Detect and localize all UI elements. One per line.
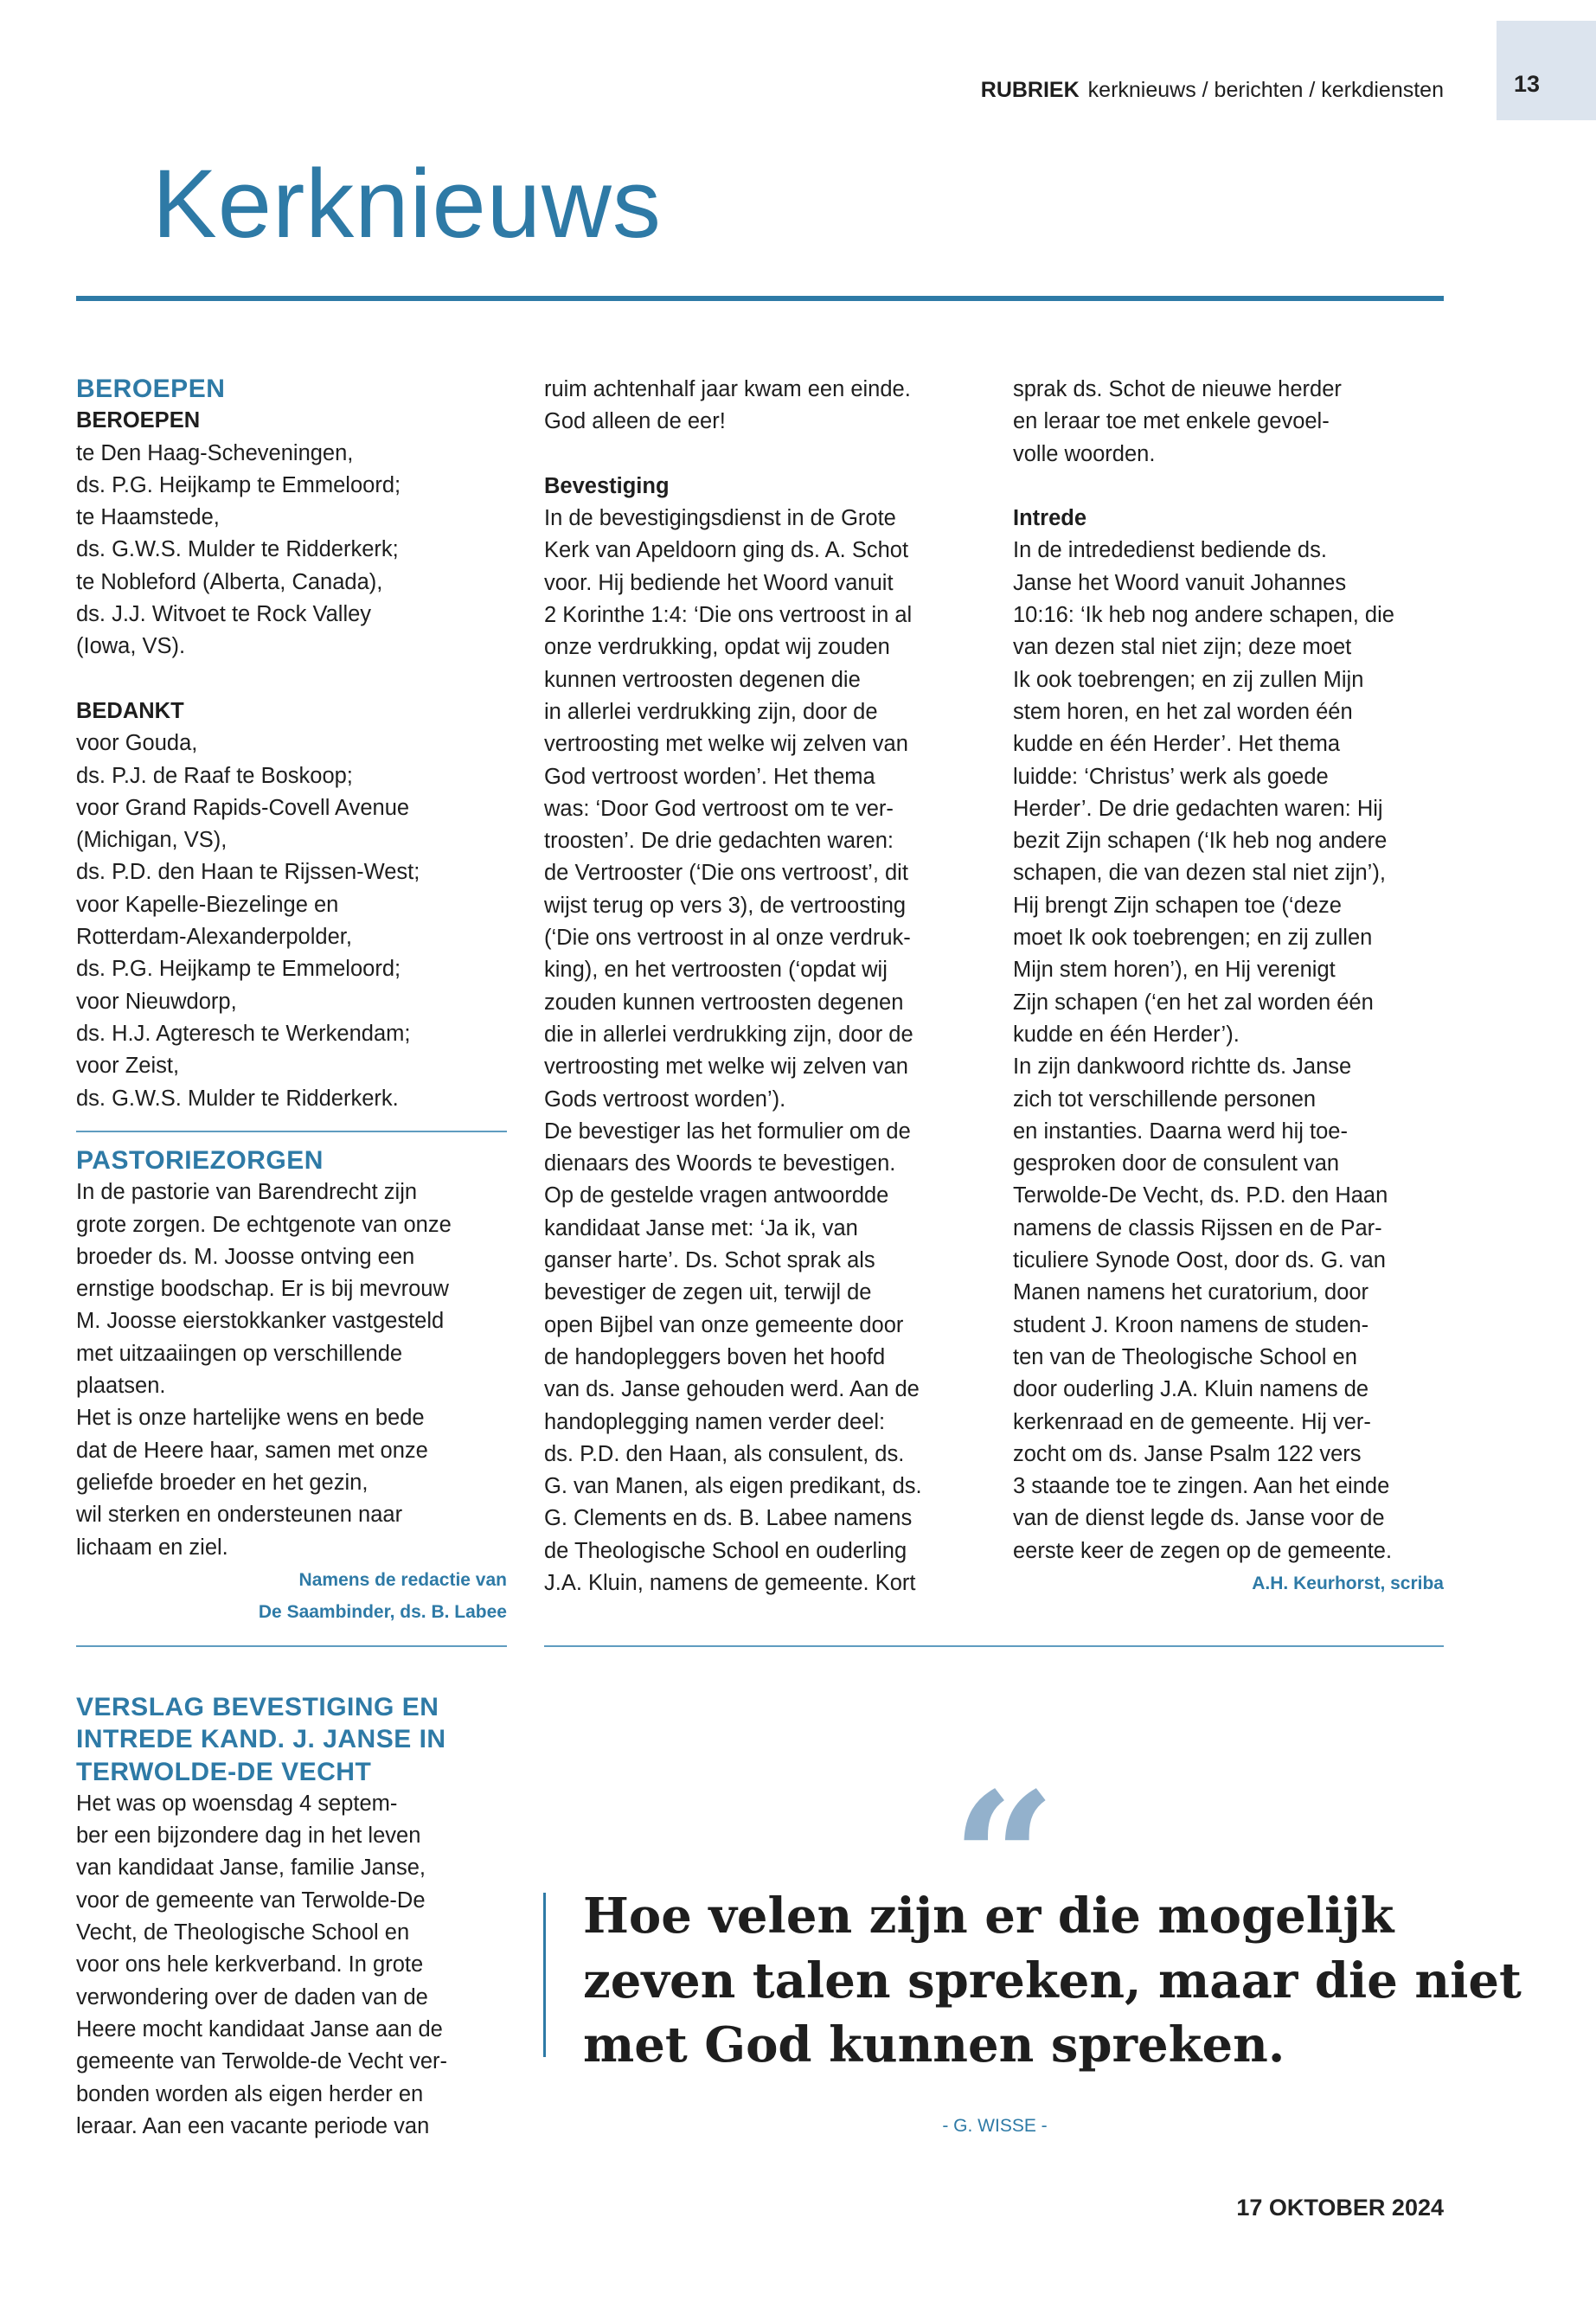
text-line: die in allerlei verdrukking zijn, door de [544, 1022, 913, 1047]
text-line: voor ons hele kerkverband. In grote [76, 1952, 424, 1977]
text-line: 2 Korinthe 1:4: ‘Die ons vertroost in al [544, 603, 913, 628]
text-line: Gods vertroost worden’). [544, 1086, 786, 1112]
text-line: schapen, die van dezen stal niet zijn’), [1013, 861, 1386, 886]
text-line: In de intrededienst bediende ds. [1013, 538, 1327, 563]
text-line: was: ‘Door God vertroost om te ver- [544, 796, 894, 821]
text-line: kudde en één Herder’. Het thema [1013, 732, 1341, 757]
text-line: ds. P.J. de Raaf te Boskoop; [76, 763, 353, 788]
section-heading: TERWOLDE-DE VECHT [76, 1757, 372, 1786]
text-line: de Theologische School en ouderling [544, 1538, 907, 1563]
text-line: G. Clements en ds. B. Labee namens [544, 1506, 913, 1531]
text-line: ds. P.G. Heijkamp te Emmeloord; [76, 957, 401, 982]
text-line: zocht om ds. Janse Psalm 122 vers [1013, 1441, 1362, 1466]
text-line: ernstige boodschap. Er is bij mevrouw [76, 1277, 449, 1302]
text-line: ruim achtenhalf jaar kwam een einde. [544, 377, 911, 401]
page-number: 13 [1513, 71, 1541, 97]
text-line: en leraar toe met enkele gevoel- [1013, 409, 1330, 434]
text-line: troosten’. De drie gedachten waren: [544, 829, 894, 854]
text-line: In de bevestigingsdienst in de Grote [544, 506, 896, 531]
text-line: wil sterken en ondersteunen naar [76, 1503, 403, 1528]
title-divider [76, 296, 1444, 301]
text-line: Terwolde-De Vecht, ds. P.D. den Haan [1013, 1183, 1388, 1208]
section-heading: INTREDE KAND. J. JANSE IN [76, 1725, 446, 1754]
text-line: door ouderling J.A. Kluin namens de [1013, 1377, 1369, 1402]
text-line: zouden kunnen vertroosten degenen [544, 990, 904, 1015]
text-line: Het is onze hartelijke wens en bede [76, 1406, 425, 1431]
column-beroepen [76, 373, 526, 1115]
divider [76, 1131, 507, 1132]
column-pastoriezorgen [76, 1144, 526, 1628]
text-line: vertroosting met welke wij zelven van [544, 1054, 908, 1080]
text-line: ten van de Theologische School en [1013, 1344, 1357, 1369]
text-line: te Haamstede, [76, 505, 220, 530]
text-line: stem horen, en het zal worden één [1013, 699, 1353, 724]
text-line: (Iowa, VS). [76, 634, 186, 659]
text-line: bezit Zijn schapen (‘Ik heb nog andere [1013, 829, 1388, 854]
text-line [76, 663, 526, 695]
text-line: Herder’. De drie gedachten waren: Hij [1013, 796, 1383, 821]
text-line: God alleen de eer! [544, 409, 726, 434]
text-line: ds. P.D. den Haan te Rijssen-West; [76, 860, 420, 885]
text-line: lichaam en ziel. [76, 1535, 228, 1560]
text-line: gesproken door de consulent van [1013, 1151, 1340, 1176]
signature: A.H. Keurhorst, scriba [1252, 1573, 1444, 1593]
text-line: van ds. Janse gehouden werd. Aan de [544, 1377, 920, 1402]
quote-line: met God kunnen spreken. [583, 2016, 1285, 2074]
text-line: voor de gemeente van Terwolde-De [76, 1888, 426, 1913]
text-line: Kerk van Apeldoorn ging ds. A. Schot [544, 538, 909, 563]
text-line: kerkenraad en de gemeente. Hij ver- [1013, 1409, 1371, 1434]
text-line: 3 staande toe te zingen. Aan het einde [1013, 1474, 1390, 1499]
text-line: volle woorden. [1013, 441, 1156, 466]
section-heading: PASTORIEZORGEN [76, 1146, 324, 1175]
text-line: Op de gestelde vragen antwoordde [544, 1183, 889, 1208]
text-line: de Vertrooster (‘Die ons vertroost’, dit [544, 861, 908, 886]
text-line: ds. P.G. Heijkamp te Emmeloord; [76, 472, 401, 497]
text-line: van de dienst legde ds. Janse voor de [1013, 1506, 1385, 1531]
text-line: luidde: ‘Christus’ werk als goede [1013, 764, 1329, 789]
quote-line: zeven talen spreken, maar die niet [583, 1952, 1522, 2009]
text-line: bevestiger de zegen uit, terwijl de [544, 1280, 872, 1305]
column-intrede [1013, 374, 1463, 1599]
quote-mark-icon: “ [952, 1753, 1056, 1966]
text-line: namens de classis Rijssen en de Par- [1013, 1215, 1382, 1240]
text-line: sprak ds. Schot de nieuwe herder [1013, 377, 1342, 401]
text-line: leraar. Aan een vacante periode van [76, 2113, 430, 2138]
text-line: te Den Haag-Scheveningen, [76, 440, 354, 465]
text-line: M. Joosse eierstokkanker vastgesteld [76, 1309, 445, 1334]
text-line: moet Ik ook toebrengen; en zij zullen [1013, 926, 1373, 951]
text-line: verwondering over de daden van de [76, 1984, 428, 2009]
text-line: G. van Manen, als eigen predikant, ds. [544, 1474, 922, 1499]
text-line: Heere mocht kandidaat Janse aan de [76, 2016, 443, 2041]
quote-accent-bar [543, 1893, 546, 2057]
text-line: Vecht, de Theologische School en [76, 1920, 410, 1945]
text-line: In zijn dankwoord richtte ds. Janse [1013, 1054, 1352, 1080]
divider [76, 1645, 507, 1647]
text-line: eerste keer de zegen op de gemeente. [1013, 1538, 1393, 1563]
column-bevestiging [544, 374, 994, 1599]
section-label [981, 78, 1444, 103]
pull-quote [583, 1884, 1522, 2078]
text-line: Manen namens het curatorium, door [1013, 1280, 1369, 1305]
text-line: ber een bijzondere dag in het leven [76, 1823, 421, 1849]
signature: De Saambinder, ds. B. Labee [258, 1602, 507, 1623]
quote-line: Hoe velen zijn er die mogelijk [583, 1888, 1394, 1945]
text-line: van kandidaat Janse, familie Janse, [76, 1856, 426, 1881]
text-line: voor Nieuwdorp, [76, 989, 237, 1014]
text-line: grote zorgen. De echtgenote van onze [76, 1212, 452, 1237]
text-line: kudde en één Herder’). [1013, 1022, 1240, 1047]
text-line: voor Kapelle-Biezelinge en [76, 892, 339, 917]
subheading: BEDANKT [76, 698, 184, 723]
text-line: Het was op woensdag 4 septem- [76, 1791, 398, 1816]
text-line: te Nobleford (Alberta, Canada), [76, 569, 383, 594]
text-line: onze verdrukking, opdat wij zouden [544, 635, 890, 660]
text-line: ds. G.W.S. Mulder te Ridderkerk. [76, 1086, 399, 1111]
text-line: Zijn schapen (‘en het zal worden één [1013, 990, 1374, 1015]
subheading: BEROEPEN [76, 408, 201, 433]
text-line: handoplegging namen verder deel: [544, 1409, 886, 1434]
text-line: ds. J.J. Witvoet te Rock Valley [76, 602, 372, 627]
quote-attribution: - G. WISSE - [942, 2116, 1048, 2136]
text-line: ganser harte’. Ds. Schot sprak als [544, 1248, 875, 1273]
subheading: Bevestiging [544, 473, 670, 498]
text-line: ds. H.J. Agteresch te Werkendam; [76, 1021, 411, 1046]
text-line: en instanties. Daarna werd hij toe- [1013, 1118, 1348, 1144]
text-line: ds. P.D. den Haan, als consulent, ds. [544, 1441, 905, 1466]
text-line [544, 439, 994, 471]
text-line: Rotterdam-Alexanderpolder, [76, 925, 352, 950]
text-line: voor Zeist, [76, 1054, 180, 1079]
text-line: wijst terug op vers 3), de vertroosting [544, 893, 907, 918]
text-line: in allerlei verdrukking zijn, door de [544, 699, 878, 724]
text-line: Ik ook toebrengen; en zij zullen Mijn [1013, 667, 1364, 692]
section-heading: BEROEPEN [76, 375, 226, 403]
text-line: zich tot verschillende personen [1013, 1086, 1317, 1112]
text-line: ds. G.W.S. Mulder te Ridderkerk; [76, 537, 399, 562]
text-line: De bevestiger las het formulier om de [544, 1118, 911, 1144]
text-line [1013, 471, 1463, 503]
text-line: kandidaat Janse met: ‘Ja ik, van [544, 1215, 858, 1240]
text-line: In de pastorie van Barendrecht zijn [76, 1180, 418, 1205]
text-line: Hij brengt Zijn schapen toe (‘deze [1013, 893, 1342, 918]
page-title: Kerknieuws [152, 150, 662, 258]
subheading: Intrede [1013, 506, 1087, 531]
text-line: voor. Hij bediende het Woord vanuit [544, 570, 894, 595]
text-line: plaatsen. [76, 1374, 166, 1399]
text-line: van dezen stal niet zijn; deze moet [1013, 635, 1352, 660]
text-line: 10:16: ‘Ik heb nog andere schapen, die [1013, 603, 1394, 628]
text-line: voor Gouda, [76, 731, 198, 756]
text-line: bonden worden als eigen herder en [76, 2081, 424, 2106]
text-line: J.A. Kluin, namens de gemeente. Kort [544, 1570, 916, 1595]
text-line: king), en het vertroosten (‘opdat wij [544, 958, 888, 983]
text-line: Janse het Woord vanuit Johannes [1013, 570, 1347, 595]
text-line: open Bijbel van onze gemeente door [544, 1312, 904, 1337]
text-line: broeder ds. M. Joosse ontving een [76, 1244, 415, 1269]
text-line: geliefde broeder en het gezin, [76, 1470, 369, 1495]
text-line: student J. Kroon namens de studen- [1013, 1312, 1369, 1337]
text-line: ticuliere Synode Oost, door ds. G. van [1013, 1248, 1386, 1273]
divider [544, 1645, 1444, 1647]
column-verslag [76, 1691, 526, 2143]
text-line: God vertroost worden’. Het thema [544, 764, 875, 789]
text-line: dat de Heere haar, samen met onze [76, 1438, 428, 1463]
text-line: gemeente van Terwolde-de Vecht ver- [76, 2049, 448, 2074]
signature: Namens de redactie van [298, 1569, 507, 1590]
text-line: (Michigan, VS), [76, 828, 228, 853]
text-line: met uitzaaiingen op verschillende [76, 1341, 403, 1366]
issue-date: 17 OKTOBER 2024 [1236, 2195, 1444, 2221]
text-line: Mijn stem horen’), en Hij verenigt [1013, 958, 1336, 983]
text-line: kunnen vertroosten degenen die [544, 667, 861, 692]
section-heading: VERSLAG BEVESTIGING EN [76, 1693, 439, 1721]
rubriek-label: RUBRIEK [980, 78, 1080, 102]
text-line: dienaars des Woords te bevestigen. [544, 1151, 896, 1176]
text-line: (‘Die ons vertroost in al onze verdruk- [544, 926, 911, 951]
text-line: vertroosting met welke wij zelven van [544, 732, 908, 757]
rubriek-path: kerknieuws / berichten / kerkdiensten [1087, 78, 1444, 102]
text-line: de handopleggers boven het hoofd [544, 1344, 886, 1369]
text-line: voor Grand Rapids-Covell Avenue [76, 795, 410, 820]
